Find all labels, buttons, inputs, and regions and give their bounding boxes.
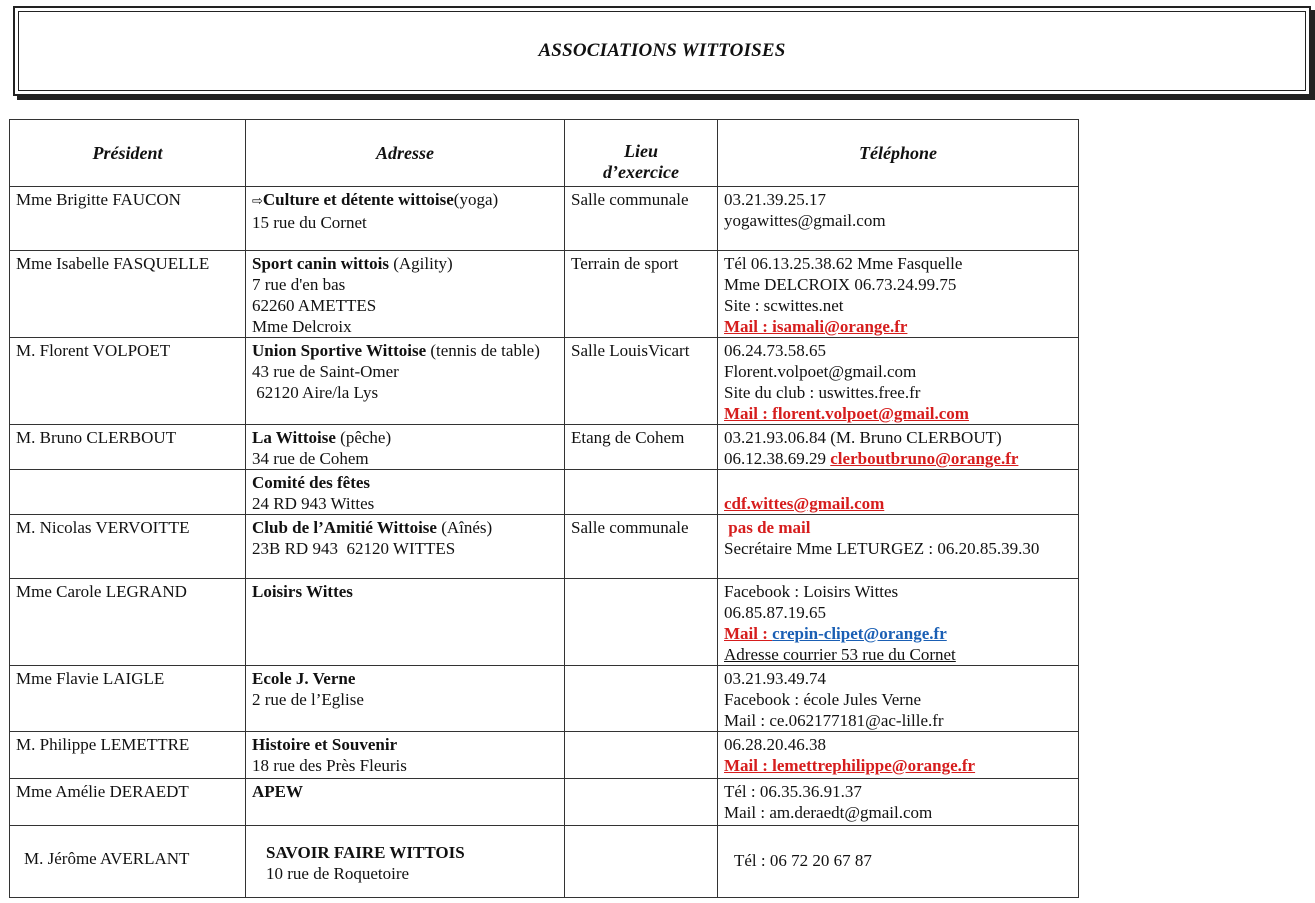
assoc-suffix: (tennis de table) (426, 341, 540, 360)
mail-link[interactable]: Mail : lemettrephilippe@orange.fr (724, 756, 976, 775)
mail-link[interactable]: cdf.wittes@gmail.com (724, 494, 885, 513)
president-cell: M. Nicolas VERVOITTE (10, 515, 246, 579)
phone-text: 06.85.87.19.65 (724, 603, 826, 622)
address-cell (246, 779, 565, 826)
address-line: 24 RD 943 Wittes (252, 494, 375, 513)
assoc-name: Culture et détente wittoise (262, 190, 454, 209)
address-cell (246, 251, 565, 338)
assoc-name: Loisirs Wittes (252, 582, 353, 601)
lieu-cell (565, 779, 718, 826)
table-row (10, 732, 1079, 779)
contact-cell (718, 187, 1079, 251)
header-row (10, 120, 1079, 187)
table-row (10, 515, 1079, 579)
assoc-name: Comité des fêtes (252, 473, 371, 492)
contact-cell (718, 338, 1079, 425)
contact-cell (718, 732, 1079, 779)
page-title: ASSOCIATIONS WITTOISES (538, 40, 786, 61)
address-cell (246, 425, 565, 470)
title-banner (13, 6, 1311, 96)
arrow-right-icon: ⇨ (252, 194, 263, 209)
assoc-name: APEW (252, 782, 303, 801)
address-line: 43 rue de Saint-Omer (252, 362, 399, 381)
courrier-address: Adresse courrier 53 rue du Cornet (724, 645, 956, 664)
lieu-cell: Terrain de sport (565, 251, 718, 338)
header-telephone: Téléphone (718, 120, 1079, 187)
assoc-line (252, 340, 558, 361)
phone-text: 03.21.93.49.74 (724, 669, 826, 688)
associations-table (9, 119, 1079, 898)
phone-text: 06.28.20.46.38 (724, 735, 826, 754)
assoc-name: Club de l’Amitié Wittoise (252, 518, 437, 537)
contact-line: Tél 06.13.25.38.62 Mme Fasquelle (724, 254, 963, 273)
header-lieu (565, 120, 718, 187)
contact-line (724, 623, 1072, 644)
contact-cell (718, 579, 1079, 666)
no-mail-note: pas de mail (724, 518, 811, 537)
assoc-name: SAVOIR FAIRE WITTOIS (266, 843, 465, 862)
mail-link[interactable]: Mail : florent.volpoet@gmail.com (724, 404, 969, 423)
header-lieu-line2: d’exercice (603, 162, 679, 182)
contact-line (724, 448, 1072, 469)
president-cell: M. Florent VOLPOET (10, 338, 246, 425)
address-cell (246, 338, 565, 425)
table-row (10, 666, 1079, 732)
address-cell (246, 579, 565, 666)
assoc-name: Histoire et Souvenir (252, 735, 398, 754)
table-row (10, 425, 1079, 470)
address-line: 2 rue de l’Eglise (252, 690, 364, 709)
contact-cell (718, 826, 1079, 898)
address-line: 7 rue d'en bas (252, 275, 346, 294)
contact-line: Secrétaire Mme LETURGEZ : 06.20.85.39.30 (724, 539, 1040, 558)
president-cell: M. Bruno CLERBOUT (10, 425, 246, 470)
lieu-cell (565, 579, 718, 666)
assoc-line (252, 427, 558, 448)
contact-cell (718, 251, 1079, 338)
table-row (10, 779, 1079, 826)
table-row (10, 338, 1079, 425)
header-president: Président (10, 120, 246, 187)
president-cell: Mme Carole LEGRAND (10, 579, 246, 666)
address-line: 62120 Aire/la Lys (252, 383, 379, 402)
address-cell (246, 187, 565, 251)
header-adresse: Adresse (246, 120, 565, 187)
table-row (10, 251, 1079, 338)
phone-text: Tél : 06.35.36.91.37 (724, 782, 862, 801)
address-line: 62260 AMETTES (252, 296, 377, 315)
president-cell: M. Jérôme AVERLANT (10, 826, 246, 898)
president-cell: Mme Brigitte FAUCON (10, 187, 246, 251)
table-row (10, 470, 1079, 515)
address-line: 34 rue de Cohem (252, 449, 369, 468)
address-line: 18 rue des Près Fleuris (252, 756, 407, 775)
address-line: 15 rue du Cornet (252, 213, 367, 232)
mail-link[interactable]: Mail : isamali@orange.fr (724, 317, 908, 336)
assoc-name: Union Sportive Wittoise (252, 341, 427, 360)
address-cell (246, 732, 565, 779)
lieu-cell (565, 470, 718, 515)
president-cell: Mme Amélie DERAEDT (10, 779, 246, 826)
address-cell (246, 470, 565, 515)
assoc-name: Ecole J. Verne (252, 669, 356, 688)
mail-link[interactable]: clerboutbruno@orange.fr (830, 449, 1019, 468)
mail-label: Mail : (724, 624, 773, 643)
email-text: Mail : am.deraedt@gmail.com (724, 803, 933, 822)
president-cell (10, 470, 246, 515)
address-line: Mme Delcroix (252, 317, 352, 336)
contact-line: Mme DELCROIX 06.73.24.99.75 (724, 275, 957, 294)
table-row (10, 826, 1079, 898)
assoc-line (252, 253, 558, 274)
assoc-suffix: (yoga) (453, 190, 499, 209)
lieu-cell: Salle communale (565, 187, 718, 251)
president-cell: Mme Isabelle FASQUELLE (10, 251, 246, 338)
lieu-cell: Salle LouisVicart (565, 338, 718, 425)
contact-cell (718, 470, 1079, 515)
phone-text: 06.12.38.69.29 (724, 449, 831, 468)
lieu-cell (565, 826, 718, 898)
site-text: Site : scwittes.net (724, 296, 844, 315)
email-text: yogawittes@gmail.com (724, 211, 886, 230)
contact-cell (718, 666, 1079, 732)
address-line: 23B RD 943 62120 WITTES (252, 539, 456, 558)
lieu-cell: Salle communale (565, 515, 718, 579)
phone-text: 06.24.73.58.65 (724, 341, 826, 360)
address-cell (246, 826, 565, 898)
lieu-cell (565, 732, 718, 779)
mail-link[interactable]: crepin-clipet@orange.fr (772, 624, 947, 643)
assoc-line (252, 189, 558, 212)
assoc-line (252, 517, 558, 538)
address-line: 10 rue de Roquetoire (266, 864, 410, 883)
assoc-suffix: (Aînés) (436, 518, 493, 537)
phone-text: 03.21.39.25.17 (724, 190, 826, 209)
assoc-name: La Wittoise (252, 428, 336, 447)
facebook-text: Facebook : Loisirs Wittes (724, 582, 899, 601)
assoc-suffix: (Agility) (388, 254, 453, 273)
facebook-text: Facebook : école Jules Verne (724, 690, 922, 709)
header-lieu-line1: Lieu (624, 141, 658, 161)
phone-text: 03.21.93.06.84 (M. Bruno CLERBOUT) (724, 428, 1002, 447)
lieu-cell (565, 666, 718, 732)
contact-cell (718, 425, 1079, 470)
phone-text: Tél : 06 72 20 67 87 (734, 851, 872, 870)
table-row (10, 187, 1079, 251)
contact-cell (718, 515, 1079, 579)
address-cell (246, 666, 565, 732)
assoc-name: Sport canin wittois (252, 254, 389, 273)
contact-cell (718, 779, 1079, 826)
president-cell: Mme Flavie LAIGLE (10, 666, 246, 732)
site-text: Site du club : uswittes.free.fr (724, 383, 921, 402)
email-text: Mail : ce.062177181@ac-lille.fr (724, 711, 944, 730)
president-cell: M. Philippe LEMETTRE (10, 732, 246, 779)
address-cell (246, 515, 565, 579)
lieu-cell: Etang de Cohem (565, 425, 718, 470)
assoc-suffix: (pêche) (335, 428, 392, 447)
table-row (10, 579, 1079, 666)
email-text: Florent.volpoet@gmail.com (724, 362, 917, 381)
